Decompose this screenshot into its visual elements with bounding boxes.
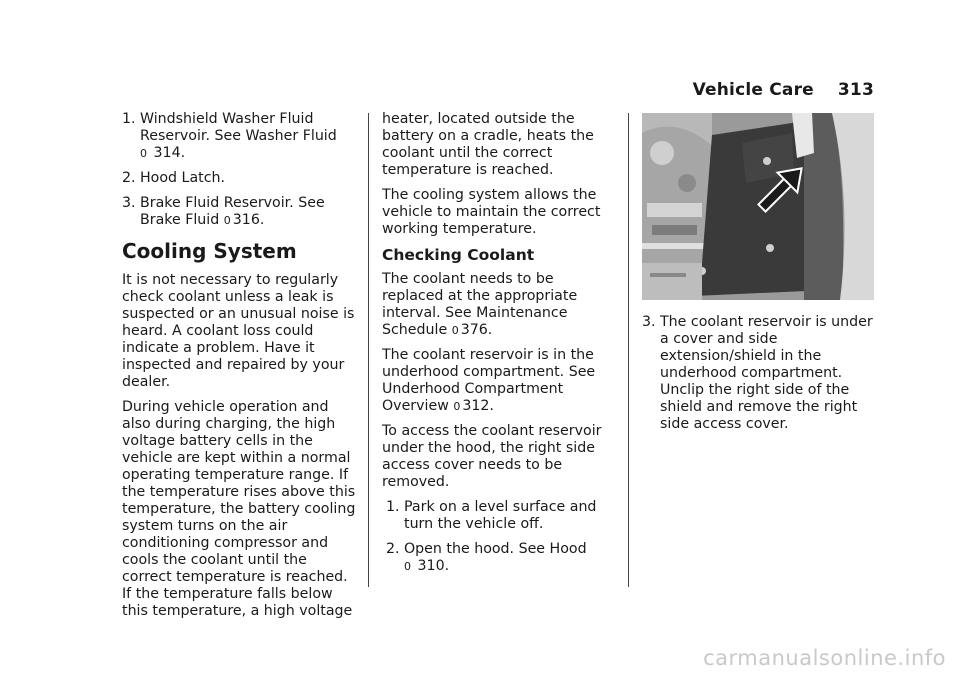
page-number: 313 <box>837 80 874 100</box>
list-item: 1. Windshield Washer Fluid Reservoir. See Washer Fluid 0 314. <box>122 111 337 161</box>
page-ref: 314. <box>153 145 186 161</box>
paragraph: It is not necessary to regularly check coolant unless a leak is suspected or an unusual noise is heard. A coolant loss could indicate a problem. Have it inspected and repaired by your dealer. <box>122 272 355 390</box>
list-item: 3. The coolant reservoir is under a cover and side extension/shield in the underhood compartment. Unclip the right side of the shield and remove the right side access cover. <box>642 314 873 432</box>
column-1 <box>122 111 358 628</box>
paragraph: The cooling system allows the vehicle to maintain the correct working temperature. <box>382 187 601 237</box>
paragraph: The coolant needs to be replaced at the appropriate interval. See Maintenance Schedule 0 376. <box>382 271 578 338</box>
list-item: 1. Park on a level surface and turn the vehicle off. <box>386 499 597 532</box>
xref-icon: 0 <box>404 560 411 573</box>
xref-icon: 0 <box>451 324 459 337</box>
list-item: 2. Open the hood. See Hood 0 310. <box>386 541 587 574</box>
paragraph: During vehicle operation and also during charging, the high voltage battery cells in the vehicle are kept within a normal operating temperature range. If the temperature rises above this temperature, the battery cooling system turns on the air conditioning compressor and cools the coolant until the correct temperature is reached. If the temperature falls below this temperature, a high voltage <box>122 399 356 619</box>
paragraph: heater, located outside the battery on a cradle, heats the coolant until the correct temperature is reached. <box>382 111 594 178</box>
page-ref: 316. <box>232 212 265 228</box>
xref-icon: 0 <box>223 214 231 227</box>
column-3 <box>642 111 874 441</box>
component-list <box>122 111 358 229</box>
page-ref: 376. <box>460 322 493 338</box>
page-ref: 310. <box>417 558 450 574</box>
column-divider <box>628 113 629 587</box>
page-ref: 312. <box>462 398 494 414</box>
underhood-coolant-photo <box>642 113 874 300</box>
list-item: 3. Brake Fluid Reservoir. See Brake Fluid 0 316. <box>122 195 325 228</box>
xref-icon: 0 <box>140 147 147 160</box>
subsection-heading: Checking Coolant <box>382 246 535 264</box>
column-divider <box>368 113 369 587</box>
section-heading: Cooling System <box>122 239 297 263</box>
steps-list <box>642 314 874 433</box>
xref-icon: 0 <box>453 400 461 413</box>
watermark: carmanualsonline.info <box>703 646 946 670</box>
section-title: Vehicle Care <box>692 80 814 100</box>
list-item: 2. Hood Latch. <box>122 170 226 186</box>
paragraph: To access the coolant reservoir under the hood, the right side access cover needs to be removed. <box>382 423 602 490</box>
page-header <box>693 80 874 100</box>
paragraph: The coolant reservoir is in the underhood compartment. See Underhood Compartment Overview 0 312. <box>382 347 596 414</box>
column-2 <box>382 111 614 583</box>
steps-list <box>382 499 614 575</box>
